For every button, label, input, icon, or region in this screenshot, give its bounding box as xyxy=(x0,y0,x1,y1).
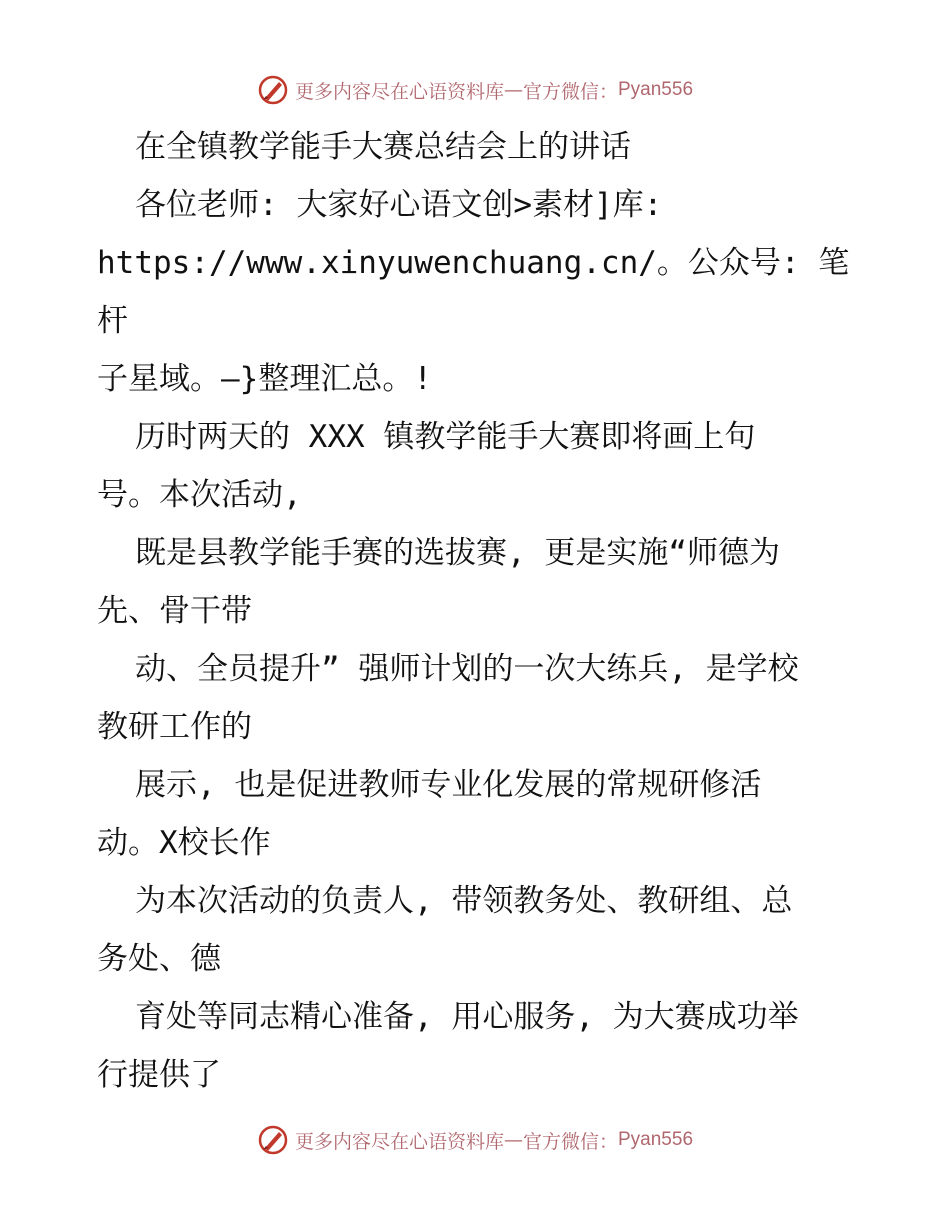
text-line: 育处等同志精心准备, 用心服务, 为大赛成功举 xyxy=(135,999,799,1035)
watermark-dash: — xyxy=(503,1129,523,1151)
pen-logo-icon xyxy=(257,1124,289,1156)
watermark-dash: — xyxy=(503,79,523,101)
watermark-site-text: 更多内容尽在心语资料库 xyxy=(294,80,504,103)
watermark-wechat-label: 官方微信： xyxy=(522,80,618,103)
text-line: 教研工作的 xyxy=(97,709,252,745)
watermark-wechat-label: 官方微信： xyxy=(522,1130,618,1153)
text-line: 先、骨干带 xyxy=(97,593,252,629)
text-line: 历时两天的 XXX 镇教学能手大赛即将画上句 xyxy=(135,419,756,455)
pen-logo-icon xyxy=(257,74,289,106)
text-line: 各位老师: 大家好心语文创>素材]库: xyxy=(135,187,663,223)
watermark-wechat-id: Pyan556 xyxy=(618,79,694,100)
text-line: https://www.xinyuwenchuang.cn/。公众号: 笔杆 xyxy=(97,245,850,339)
text-line: 为本次活动的负责人, 带领教务处、教研组、总 xyxy=(135,883,793,919)
text-line: 动。X校长作 xyxy=(97,825,271,861)
header-watermark xyxy=(0,70,950,110)
watermark-site-text: 更多内容尽在心语资料库 xyxy=(294,1130,504,1153)
document-body xyxy=(97,118,857,1104)
footer-watermark xyxy=(0,1120,950,1160)
watermark-wechat-id: Pyan556 xyxy=(618,1129,694,1150)
text-line: 动、全员提升” 强师计划的一次大练兵, 是学校 xyxy=(135,651,799,687)
text-line: 行提供了 xyxy=(97,1057,221,1093)
text-line: 务处、德 xyxy=(97,941,221,977)
document-title: 在全镇教学能手大赛总结会上的讲话 xyxy=(135,129,631,165)
text-line: 展示, 也是促进教师专业化发展的常规研修活 xyxy=(135,767,762,803)
text-line: 号。本次活动, xyxy=(97,477,302,513)
text-line: 既是县教学能手赛的选拔赛, 更是实施“师德为 xyxy=(135,535,780,571)
text-line: 子星域。—}整理汇总。! xyxy=(97,361,432,397)
